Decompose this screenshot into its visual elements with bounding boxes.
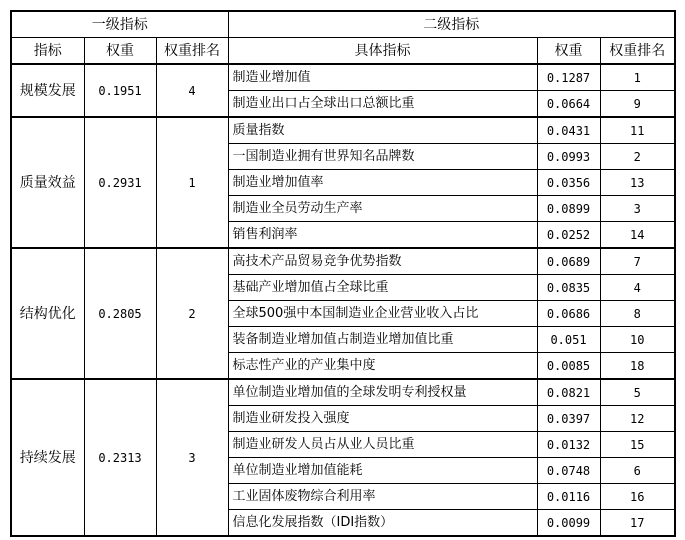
col-header-indicator: 指标: [11, 38, 84, 65]
table-row: [11, 117, 675, 144]
level1-weight: 0.1951: [84, 64, 156, 117]
col-header-specific-indicator: 具体指标: [228, 38, 537, 65]
level2-weight: 0.0356: [537, 170, 600, 196]
level1-header: 一级指标: [11, 11, 228, 38]
header-row-columns: [11, 38, 675, 65]
level2-header: 二级指标: [228, 11, 675, 38]
level2-weight: 0.0085: [537, 353, 600, 380]
level1-indicator-name: 持续发展: [11, 379, 84, 536]
level1-weight: 0.2313: [84, 379, 156, 536]
level2-rank: 1: [600, 64, 675, 91]
level2-weight: 0.0993: [537, 144, 600, 170]
level2-weight: 0.0664: [537, 91, 600, 118]
table-row: [11, 379, 675, 406]
level2-rank: 6: [600, 458, 675, 484]
level2-weight: 0.0748: [537, 458, 600, 484]
col-header-weight: 权重: [84, 38, 156, 65]
level2-weight: 0.0689: [537, 248, 600, 275]
level2-rank: 5: [600, 379, 675, 406]
level2-indicator-name: 标志性产业的产业集中度: [228, 353, 537, 380]
indicator-weight-table-container: [10, 10, 676, 537]
level1-indicator-name: 质量效益: [11, 117, 84, 248]
level2-indicator-name: 基础产业增加值占全球比重: [228, 275, 537, 301]
level2-indicator-name: 装备制造业增加值占制造业增加值比重: [228, 327, 537, 353]
col-header-rank: 权重排名: [156, 38, 228, 65]
level2-weight: 0.0099: [537, 510, 600, 537]
level2-weight: 0.0132: [537, 432, 600, 458]
level1-weight: 0.2805: [84, 248, 156, 379]
level2-indicator-name: 单位制造业增加值能耗: [228, 458, 537, 484]
level2-rank: 3: [600, 196, 675, 222]
level2-indicator-name: 制造业全员劳动生产率: [228, 196, 537, 222]
level2-indicator-name: 一国制造业拥有世界知名品牌数: [228, 144, 537, 170]
level2-indicator-name: 高技术产品贸易竞争优势指数: [228, 248, 537, 275]
level2-rank: 14: [600, 222, 675, 249]
level2-indicator-name: 单位制造业增加值的全球发明专利授权量: [228, 379, 537, 406]
col-header-sub-rank: 权重排名: [600, 38, 675, 65]
level1-rank: 2: [156, 248, 228, 379]
table-row: [11, 248, 675, 275]
level2-indicator-name: 质量指数: [228, 117, 537, 144]
level2-rank: 17: [600, 510, 675, 537]
level1-rank: 1: [156, 117, 228, 248]
level2-rank: 2: [600, 144, 675, 170]
level2-rank: 15: [600, 432, 675, 458]
level2-indicator-name: 制造业增加值: [228, 64, 537, 91]
level2-rank: 4: [600, 275, 675, 301]
level2-rank: 12: [600, 406, 675, 432]
table-row: [11, 64, 675, 91]
level2-weight: 0.051: [537, 327, 600, 353]
level1-indicator-name: 结构优化: [11, 248, 84, 379]
level2-weight: 0.0431: [537, 117, 600, 144]
level1-rank: 3: [156, 379, 228, 536]
header-row-level: [11, 11, 675, 38]
level2-indicator-name: 制造业研发投入强度: [228, 406, 537, 432]
level2-rank: 18: [600, 353, 675, 380]
level2-indicator-name: 工业固体废物综合利用率: [228, 484, 537, 510]
level1-rank: 4: [156, 64, 228, 117]
level2-weight: 0.0899: [537, 196, 600, 222]
level2-weight: 0.0116: [537, 484, 600, 510]
level2-indicator-name: 制造业增加值率: [228, 170, 537, 196]
level2-rank: 16: [600, 484, 675, 510]
level2-indicator-name: 销售利润率: [228, 222, 537, 249]
level2-weight: 0.1287: [537, 64, 600, 91]
level1-indicator-name: 规模发展: [11, 64, 84, 117]
level2-indicator-name: 制造业出口占全球出口总额比重: [228, 91, 537, 118]
level2-rank: 13: [600, 170, 675, 196]
level2-weight: 0.0835: [537, 275, 600, 301]
level2-rank: 10: [600, 327, 675, 353]
level2-indicator-name: 全球500强中本国制造业企业营业收入占比: [228, 301, 537, 327]
level2-rank: 9: [600, 91, 675, 118]
level2-rank: 11: [600, 117, 675, 144]
level2-rank: 8: [600, 301, 675, 327]
level2-weight: 0.0252: [537, 222, 600, 249]
level2-weight: 0.0397: [537, 406, 600, 432]
level2-indicator-name: 制造业研发人员占从业人员比重: [228, 432, 537, 458]
level2-weight: 0.0686: [537, 301, 600, 327]
col-header-sub-weight: 权重: [537, 38, 600, 65]
level2-indicator-name: 信息化发展指数（IDI指数）: [228, 510, 537, 537]
indicator-weight-table: [10, 10, 676, 537]
level2-rank: 7: [600, 248, 675, 275]
level1-weight: 0.2931: [84, 117, 156, 248]
level2-weight: 0.0821: [537, 379, 600, 406]
